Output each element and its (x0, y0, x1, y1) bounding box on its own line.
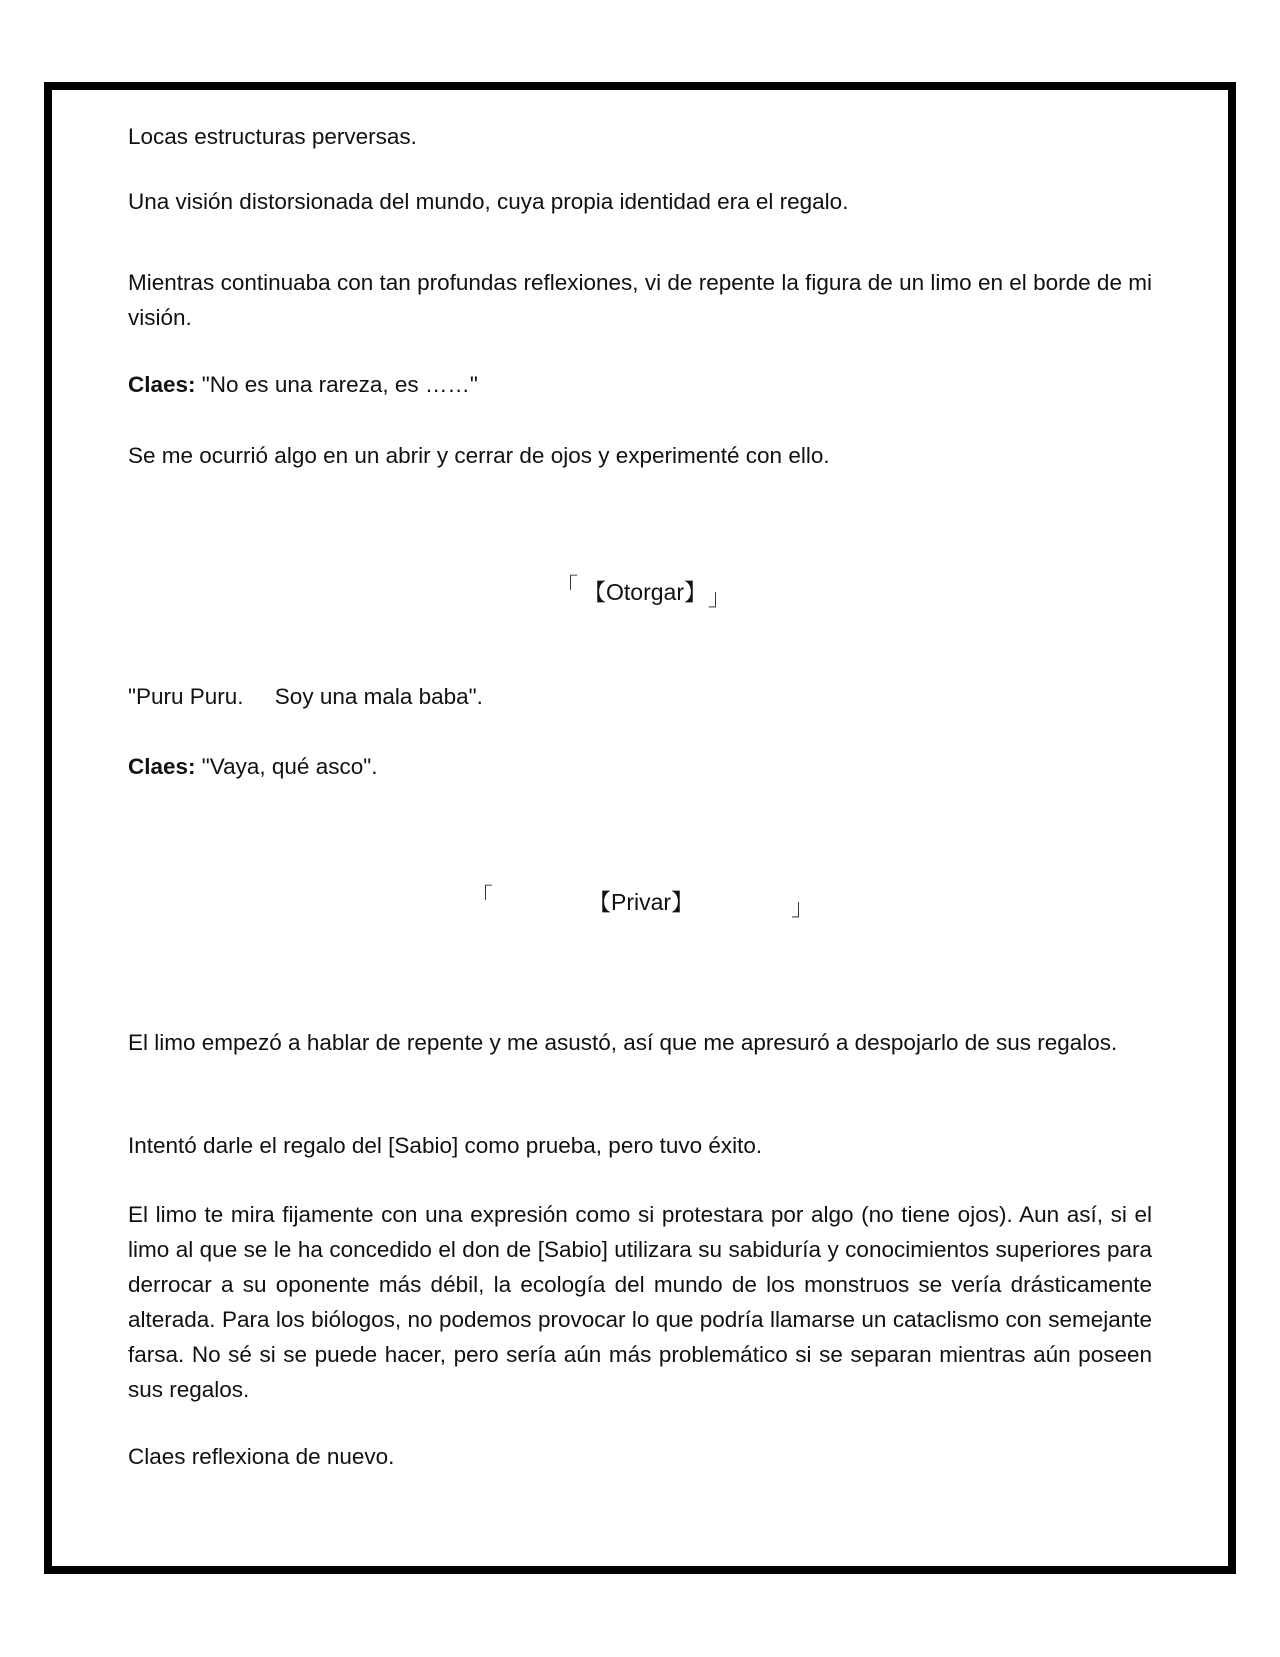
paragraph-9: Intentó darle el regalo del [Sabio] como prueba, pero tuvo éxito. (128, 1133, 763, 1158)
skill-otorgar-line (128, 575, 1152, 611)
paragraph-6: "Puru Puru. Soy una mala baba". (128, 684, 483, 709)
paragraph-1: Locas estructuras perversas. (128, 124, 417, 149)
dialogue-line-2 (128, 749, 1152, 784)
paragraph-2: Una visión distorsionada del mundo, cuya propia identidad era el regalo. (128, 189, 849, 214)
dialogue-line-1 (128, 367, 1152, 402)
paragraph-10: El limo te mira fijamente con una expresión como si protestara por algo (no tiene ojos). Aun así, si el limo al que se le ha concedido el don de [Sabio] utilizara su sabiduría y conocimientos superiores para derrocar a su oponente más débil, la ecología del mundo de los monstruos se vería drásticamente alterada. Para los biólogos, no podemos provocar lo que podría llamarse un cataclismo con semejante farsa. No sé si se puede hacer, pero sería aún más problemático si se separan mientras aún poseen sus regalos. (128, 1202, 1152, 1402)
skill-name-otorgar: 【Otorgar】 (583, 579, 707, 605)
bracket-open: 「 (555, 573, 578, 599)
dialogue-text: "No es una rareza, es ……" (195, 372, 478, 397)
dialogue-text: "Vaya, qué asco". (195, 754, 378, 779)
skill-privar-line (128, 885, 1152, 921)
skill-name-privar: 【Privar】 (588, 889, 695, 915)
bracket-close: 」 (791, 894, 814, 920)
paragraph-8: El limo empezó a hablar de repente y me asustó, así que me apresuró a despojarlo de sus regalos. (128, 1030, 1118, 1055)
paragraph-3: Mientras continuaba con tan profundas reflexiones, vi de repente la figura de un limo en el borde de mi visión. (128, 270, 1152, 330)
speaker-name: Claes: (128, 754, 196, 779)
bracket-open: 「 (470, 883, 493, 909)
paragraph-11: Claes reflexiona de nuevo. (128, 1444, 395, 1469)
paragraph-5: Se me ocurrió algo en un abrir y cerrar de ojos y experimenté con ello. (128, 443, 830, 468)
bracket-close: 」 (708, 584, 731, 610)
speaker-name: Claes: (128, 372, 196, 397)
